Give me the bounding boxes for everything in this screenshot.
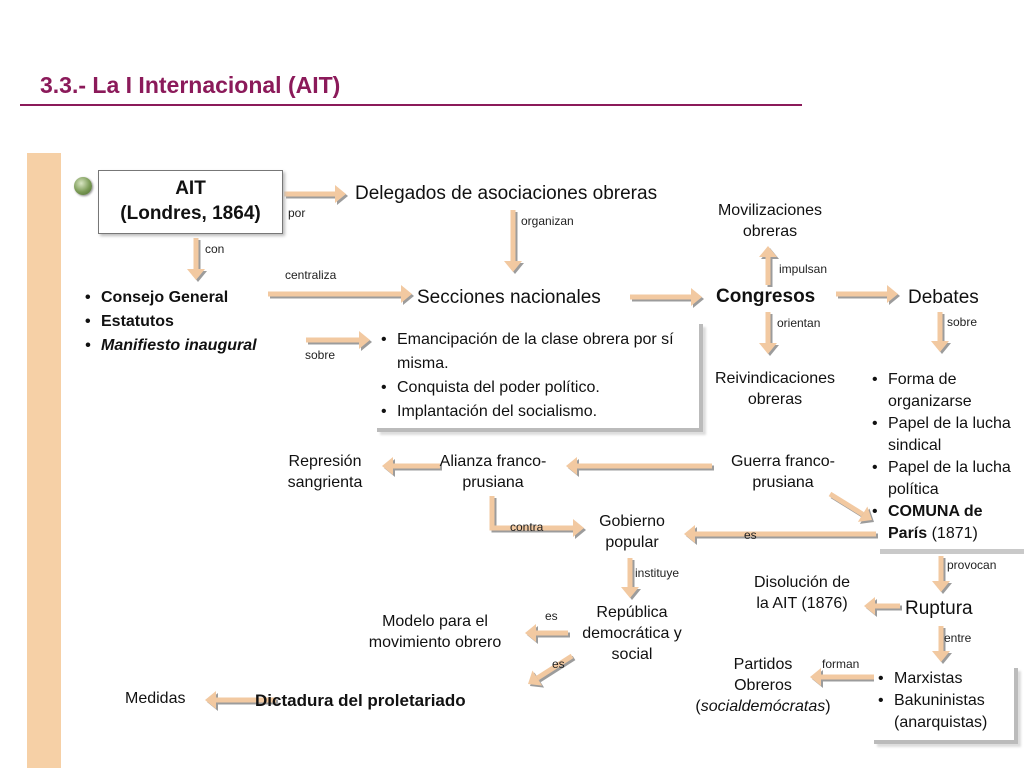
label-sobre-manifiesto: sobre [305, 348, 336, 362]
debates-list [872, 369, 1012, 545]
list-item [872, 501, 1012, 545]
label-provocan: provocan [947, 558, 997, 572]
label-es-modelo: es [545, 609, 558, 623]
partidos-node [668, 655, 858, 717]
republica-node: República democrática y social [582, 604, 682, 663]
label-organizan: organizan [521, 214, 574, 228]
dictadura-node: Dictadura del proletariado [255, 691, 466, 710]
list-item: • Implantación del socialismo. [381, 400, 699, 424]
debates-node: Debates [908, 287, 979, 308]
label-forman: forman [822, 657, 860, 671]
list-item: • Papel de la lucha política [872, 457, 1012, 501]
partidos-line3: socialdemócratas [700, 697, 826, 715]
arrow-ruptura-disolucion [864, 597, 902, 617]
partidos-line3-wrap: (socialdemócratas) [695, 697, 831, 715]
label-contra: contra [510, 520, 544, 534]
label-con: con [205, 242, 225, 256]
partidos-line2: Obreros [734, 676, 792, 694]
reivindicaciones-node: Reivindicaciones obreras [714, 370, 836, 408]
disolucion-node: Disolución de la AIT (1876) [753, 574, 851, 612]
list-item: • Emancipación de la clase obrera por sí misma. [381, 328, 699, 376]
label-es-comuna: es [744, 528, 757, 542]
page-title: 3.3.- La I Internacional (AIT) [40, 72, 341, 98]
arrow-congresos-debates [836, 285, 900, 305]
label-orientan: orientan [777, 316, 821, 330]
congresos-node: Congresos [716, 286, 816, 307]
ait-docs-list [85, 286, 257, 358]
ait-subtitle: (Londres, 1864) [120, 202, 261, 224]
arrow-congresos-movilizaciones [759, 246, 779, 287]
label-por: por [288, 206, 306, 220]
label-centraliza: centraliza [285, 268, 337, 282]
list-item: • Forma de organizarse [872, 369, 1012, 413]
arrow-guerra-comuna [830, 494, 874, 524]
alianza-node: Alianza franco-prusiana [439, 453, 547, 491]
arrow-secciones-congresos [630, 288, 704, 308]
secciones-node: Secciones nacionales [417, 287, 601, 308]
manifiesto-list [377, 324, 699, 424]
movilizaciones-node: Movilizaciones obreras [717, 202, 823, 240]
list-item: • Bakuninistas (anarquistas) [878, 690, 1014, 734]
ruptura-node: Ruptura [905, 598, 973, 619]
gobierno-node: Gobierno popular [599, 513, 665, 551]
partidos-box [874, 668, 1018, 744]
ait-node [98, 170, 283, 234]
label-impulsan: impulsan [779, 262, 828, 276]
comuna-title: COMUNA de París [888, 503, 983, 542]
list-item: • Papel de la lucha sindical [872, 413, 1012, 457]
arrow-ait-delegados [284, 185, 348, 205]
represion-node: Represión sangrienta [287, 453, 363, 491]
partidos-line1: Partidos [733, 656, 793, 673]
arrow-republica-modelo [525, 624, 570, 644]
manifiesto-box [377, 324, 703, 432]
list-item: • Consejo General [85, 286, 257, 310]
list-item: • Conquista del poder político. [381, 376, 699, 400]
list-item: • Manifiesto inaugural [85, 334, 257, 358]
arrow-docs-secciones [268, 285, 414, 305]
list-item: • Estatutos [85, 310, 257, 334]
label-instituye: instituye [635, 566, 680, 580]
medidas-node: Medidas [125, 690, 186, 707]
arrow-congresos-reivindicaciones [759, 312, 779, 356]
label-es-dictadura: es [552, 657, 565, 671]
label-entre: entre [944, 631, 972, 645]
arrow-comuna-gobierno [684, 525, 878, 545]
arrow-guerra-alianza [566, 457, 714, 477]
modelo-node: Modelo para el movimiento obrero [368, 613, 502, 651]
list-item: • Marxistas [878, 668, 1014, 690]
comuna-underline [880, 549, 1024, 554]
label-sobre-debates: sobre [947, 315, 978, 329]
guerra-node: Guerra franco-prusiana [730, 453, 836, 491]
partidos-list [874, 668, 1014, 734]
ait-title: AIT [175, 178, 206, 199]
arrow-ait-docs [187, 238, 207, 282]
delegados-node: Delegados de asociaciones obreras [355, 183, 658, 204]
arrow-republica-dictadura [528, 656, 574, 688]
comuna-year: (1871) [931, 525, 978, 542]
